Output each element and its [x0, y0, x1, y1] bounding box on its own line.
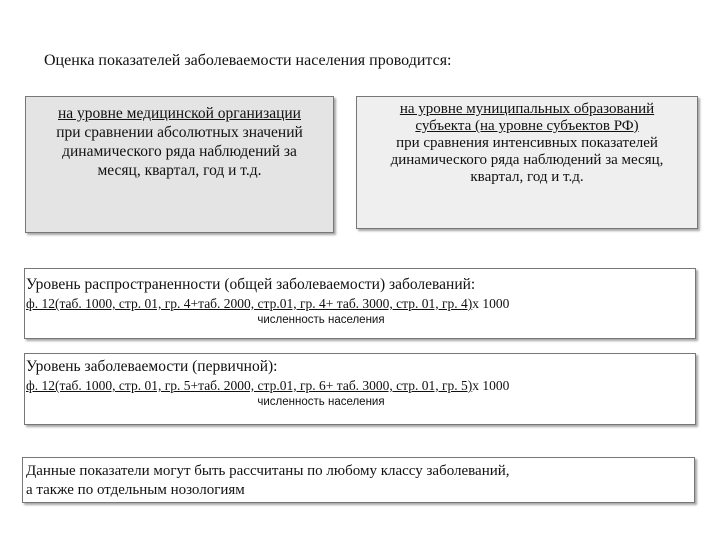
organization-level-line-4: месяц, квартал, год и т.д. [97, 162, 262, 179]
note-line-1: Данные показатели могут быть рассчитаны по любому классу заболеваний, [26, 463, 510, 479]
municipal-level-line-5: квартал, год и т.д. [470, 169, 584, 185]
incidence-numerator: ф. 12(таб. 1000, стр. 01, гр. 5+таб. 2000, стр.01, гр. 6+ таб. 3000, стр. 01, гр. 5) [26, 378, 473, 393]
municipal-level-line-1: на уровне муниципальных образований [399, 101, 655, 117]
incidence-denominator: численность населения [257, 396, 385, 408]
prevalence-denominator: численность населения [257, 314, 385, 326]
municipal-level-box [356, 96, 698, 229]
organization-level-box [25, 96, 334, 233]
prevalence-numerator: ф. 12(таб. 1000, стр. 01, гр. 4+таб. 2000, стр.01, гр. 4+ таб. 3000, стр. 01, гр. 4) [26, 296, 473, 311]
prevalence-multiplier: x 1000 [472, 296, 510, 311]
municipal-level-line-2: субъекта (на уровне субъектов РФ) [415, 118, 639, 134]
prevalence-formula-box [24, 268, 696, 339]
municipal-level-line-3: при сравнения интенсивных показателей [396, 135, 658, 151]
incidence-formula-box [24, 353, 696, 425]
organization-level-line-3: динамического ряда наблюдений за [62, 143, 297, 160]
note-box [22, 457, 695, 503]
organization-level-line-1: на уровне медицинской организации [58, 105, 301, 122]
incidence-multiplier: x 1000 [472, 378, 510, 393]
municipal-level-line-4: динамического ряда наблюдений за месяц, [390, 152, 664, 168]
prevalence-title: Уровень распространенности (общей заболеваемости) заболеваний: [26, 276, 476, 293]
incidence-numerator-row [26, 377, 695, 394]
note-line-2: а также по отдельным нозологиям [26, 482, 245, 498]
prevalence-numerator-row [26, 295, 695, 312]
organization-level-line-2: при сравнении абсолютных значений [56, 124, 303, 141]
incidence-title: Уровень заболеваемости (первичной): [26, 358, 278, 375]
page-title: Оценка показателей заболеваемости населения проводится: [44, 52, 452, 69]
